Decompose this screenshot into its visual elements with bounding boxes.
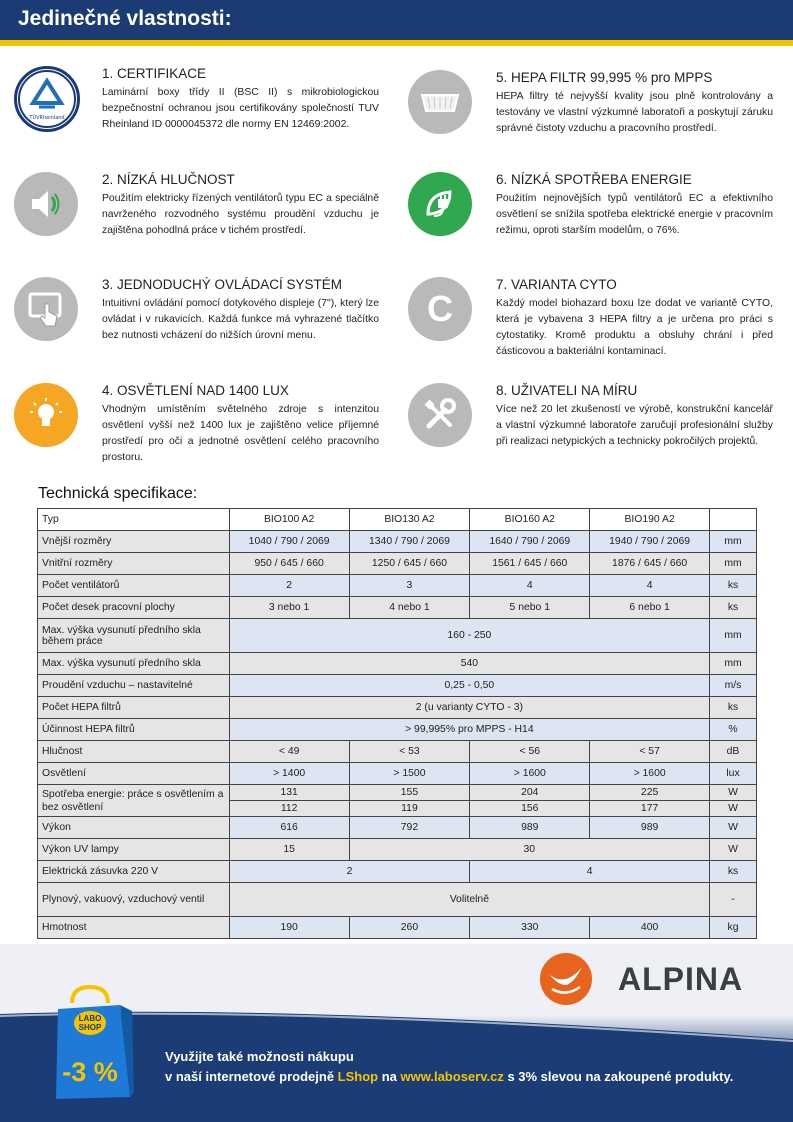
table-row: Typ BIO100 A2 BIO130 A2 BIO160 A2 BIO190 A2 [38,509,757,531]
feature-text: Použitím elektricky řízených ventilátorů typu EC a speciálně navrženého rozvodného systému proudění vzduchu je zajištěna pohodlná práce v tichém prostředí. [102,193,379,236]
feature-hlucnost [14,172,384,252]
alpina-logo-icon [540,953,592,1005]
eco-plug-icon [408,172,472,236]
promo-text [165,1047,733,1087]
feature-title: 5. HEPA FILTR 99,995 % pro MPPS [496,70,713,85]
table-row: Plynový, vakuový, vzduchový ventil Volitelně - [38,883,757,917]
letter-c: C [427,288,453,329]
lightbulb-icon [14,383,78,447]
feature-text: Intuitivní ovládání pomocí dotykového displeje (7"), který lze ovládat i v rukavicích. Každá funkce má vyhrazené tlačítko bez nutnosti vcházení do nižších úrovní menu. [102,298,379,341]
letter-c-icon [408,277,472,341]
tuv-rheinland-icon [14,66,80,132]
feature-hepa [408,70,778,150]
table-row: Max. výška vysunutí předního skla 540 mm [38,653,757,675]
labo-shop-bag[interactable] [50,985,136,1103]
table-row: Proudění vzduchu – nastavitelné 0,25 - 0,50 m/s [38,675,757,697]
table-row: Osvětlení > 1400 > 1500 > 1600 > 1600 lux [38,763,757,785]
speaker-icon [14,172,78,236]
feature-na-miru [408,383,778,467]
hepa-filter-icon [408,70,472,134]
header-bar [0,0,793,40]
feature-certifikace [14,66,384,146]
feature-title: 6. NÍZKÁ SPOTŘEBA ENERGIE [496,172,692,187]
touchscreen-icon [14,277,78,341]
promo-line-1: Využijte také možnosti nákupu [165,1049,354,1064]
feature-text: Laminární boxy třídy II (BSC II) s mikrobiologickou bezpečnostní ochranou jsou certifikovány společností TUV Rheinland ID 0000045372 dle normy EN 12469:2002. [102,87,379,130]
bag-labo: LABO [78,1014,102,1023]
feature-osvetleni [14,383,384,467]
table-row: Výkon UV lampy 15 30 W [38,839,757,861]
feature-title: 2. NÍZKÁ HLUČNOST [102,172,235,187]
feature-title: 3. JEDNODUCHÝ OVLÁDACÍ SYSTÉM [102,277,343,292]
alpina-logo [540,953,760,1009]
feature-title: 7. VARIANTA CYTO [496,277,617,292]
feature-text: Použitím nejnovějších typů ventilátorů EC a efektivního osvětlení se snížila spotřeba elektrické energie v pracovním režimu, oproti starším modelům, o 76%. [496,193,773,236]
promo-line-2: v naší internetové prodejně LShop na www.laboserv.cz s 3% slevou na zakoupené produkty. [165,1069,734,1084]
feature-text: HEPA filtry té nejvyšší kvality jsou plně kontrolovány a testovány ve vlastní výzkumné laboratoři a poskytují záruku správné čistoty vzduchu a pracovního prostředí. [496,91,773,134]
spec-table [37,508,757,939]
feature-ovladani [14,277,384,357]
table-row: Výkon 616 792 989 989 W [38,817,757,839]
lshop-link[interactable]: LShop [337,1069,379,1084]
table-row: Hmotnost 190 260 330 400 kg [38,917,757,939]
feature-text: Každý model biohazard boxu lze dodat ve variantě CYTO, která je vybavena 3 HEPA filtry a je určena pro práci s cytostatiky. Kromě produktu a obsluhy chrání i před částicovou a bakteriální kontaminací. [496,298,773,357]
table-row: Hlučnost < 49 < 53 < 56 < 57 dB [38,741,757,763]
feature-cyto [408,277,778,357]
header-stripe [0,40,793,46]
feature-text: Vhodným umístěním světelného zdroje s intenzitou osvětlení vyšší než 1400 lux je zajištěno velice příjemné prostředí pro oči a jednotné osvětlení celého pracovního prostoru. [102,404,379,463]
feature-spotreba [408,172,778,252]
feature-title: 8. UŽIVATELI NA MÍRU [496,383,638,398]
table-row: Vnitřní rozměry 950 / 645 / 660 1250 / 645 / 660 1561 / 645 / 660 1876 / 645 / 660 mm [38,553,757,575]
table-row: 112 119 156 177 W [38,801,757,817]
feature-title: 1. CERTIFIKACE [102,66,207,81]
table-row: Počet ventilátorů 2 3 4 4 ks [38,575,757,597]
laboserv-link[interactable]: www.laboserv.cz [400,1069,504,1084]
feature-text: Více než 20 let zkušeností ve výrobě, konstrukční kancelář a vlastní výzkumné laboratoře zaručují profesionální služby při realizaci netypických a technicky pokročilých projektů. [496,404,773,447]
tools-icon [408,383,472,447]
spec-title: Technická specifikace: [38,485,198,502]
bag-shop: SHOP [78,1023,102,1032]
table-row: Vnější rozměry 1040 / 790 / 2069 1340 / 790 / 2069 1640 / 790 / 2069 1940 / 790 / 2069 mm [38,531,757,553]
table-row: Počet desek pracovní plochy 3 nebo 1 4 nebo 1 5 nebo 1 6 nebo 1 ks [38,597,757,619]
table-row: Elektrická zásuvka 220 V 2 4 ks [38,861,757,883]
table-row: Spotřeba energie: práce s osvětlením a bez osvětlení 131 155 204 225 W [38,785,757,801]
feature-title: 4. OSVĚTLENÍ NAD 1400 LUX [102,383,289,398]
table-row: Max. výška vysunutí předního skla během práce 160 - 250 mm [38,619,757,653]
alpina-logo-text: ALPINA [618,961,744,997]
tuv-label: TÜVRheinland [29,115,65,121]
bag-discount: -3 % [62,1057,118,1087]
page-title: Jedinečné vlastnosti: [18,7,232,30]
table-row: Počet HEPA filtrů 2 (u varianty CYTO - 3) ks [38,697,757,719]
table-row: Účinnost HEPA filtrů > 99,995% pro MPPS - H14 % [38,719,757,741]
